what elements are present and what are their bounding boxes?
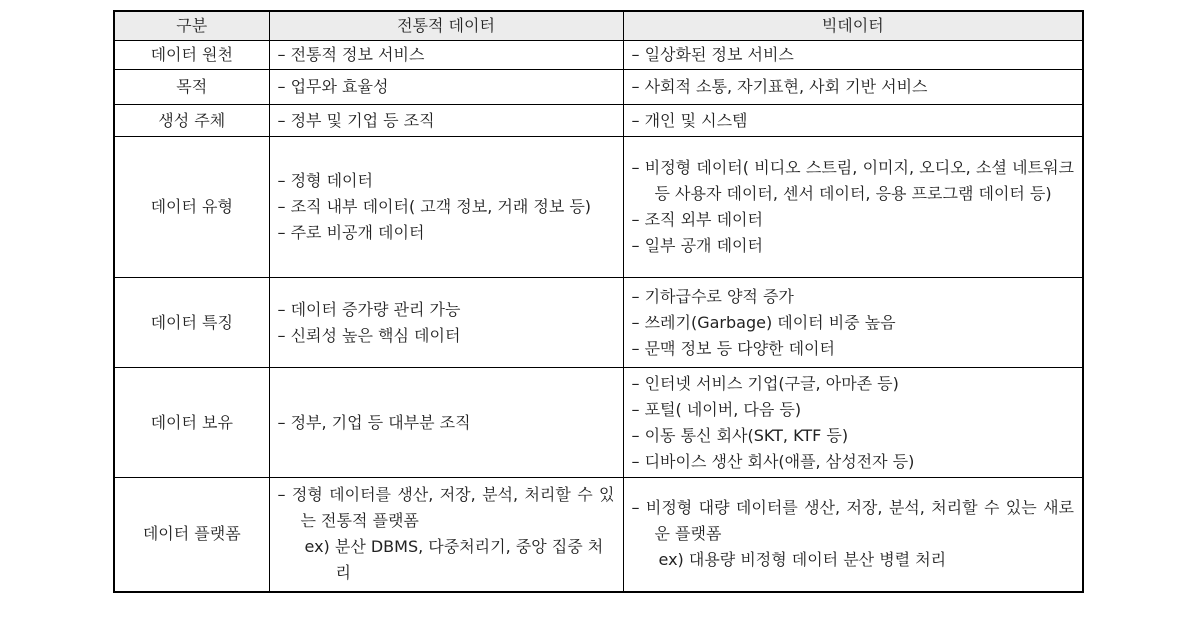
traditional-cell (269, 137, 623, 278)
bullet-item: – 일부 공개 데이터 (631, 236, 763, 255)
bullet-item: – 신뢰성 높은 핵심 데이터 (277, 325, 461, 345)
bullet-item: – 일상화된 정보 서비스 (631, 45, 794, 64)
bullet-item: – 조직 내부 데이터( 고객 정보, 거래 정보 등) (277, 197, 592, 216)
bullet-item: – 포털( 네이버, 다음 등) (631, 399, 802, 419)
bullet-item: – 문맥 정보 등 다양한 데이터 (631, 338, 835, 358)
traditional-cell (269, 70, 623, 105)
bullet-item: – 쓰레기(Garbage) 데이터 비중 높음 (631, 312, 896, 332)
table-row (114, 105, 1083, 137)
bullet-item: – 업무와 효율성 (277, 77, 389, 96)
example-item: ex) 대용량 비정형 데이터 분산 병렬 처리 (658, 550, 947, 570)
table-row (114, 41, 1083, 70)
bigdata-cell (623, 105, 1083, 137)
traditional-cell (269, 278, 623, 368)
row-category: 데이터 유형 (114, 137, 269, 278)
bigdata-cell (623, 368, 1083, 478)
bigdata-cell (623, 278, 1083, 368)
bigdata-cell (623, 41, 1083, 70)
traditional-cell (269, 478, 623, 592)
table-row (114, 478, 1083, 592)
bigdata-cell (623, 478, 1083, 592)
example-item: ex) 분산 DBMS, 다중처리기, 중앙 집중 처리 (304, 537, 604, 583)
bullet-item: – 정형 데이터 (277, 171, 373, 190)
bullet-item: – 조직 외부 데이터 (631, 210, 763, 229)
row-category: 목적 (114, 70, 269, 105)
header-row (114, 11, 1083, 41)
bullet-item: – 개인 및 시스템 (631, 110, 748, 130)
traditional-cell (269, 105, 623, 137)
bullet-item: – 인터넷 서비스 기업(구글, 아마존 등) (631, 373, 899, 393)
table-row (114, 368, 1083, 478)
bullet-item: – 이동 통신 회사(SKT, KTF 등) (631, 425, 849, 445)
bullet-item: – 디바이스 생산 회사(애플, 삼성전자 등) (631, 451, 915, 471)
bullet-item: – 기하급수로 양적 증가 (631, 286, 794, 306)
row-category: 생성 주체 (114, 105, 269, 137)
header-bigdata: 빅데이터 (623, 11, 1083, 41)
bullet-item: – 비정형 데이터( 비디오 스트림, 이미지, 오디오, 소셜 네트워크 등 사용자 데이터, 센서 데이터, 응용 프로그램 데이터 등) (631, 158, 1074, 203)
row-category: 데이터 보유 (114, 368, 269, 478)
bullet-item: – 정부 및 기업 등 조직 (277, 110, 435, 130)
bullet-item: – 데이터 증가량 관리 가능 (277, 299, 461, 319)
traditional-cell (269, 368, 623, 478)
table-row (114, 137, 1083, 278)
bullet-item: – 전통적 정보 서비스 (277, 45, 425, 64)
bullet-item: – 비정형 대량 데이터를 생산, 저장, 분석, 처리할 수 있는 새로운 플랫폼 (631, 498, 1074, 544)
bullet-item: – 정형 데이터를 생산, 저장, 분석, 처리할 수 있는 전통적 플랫폼 (277, 485, 615, 531)
row-category: 데이터 플랫폼 (114, 478, 269, 592)
comparison-table (113, 10, 1084, 593)
table-row (114, 70, 1083, 105)
bullet-item: – 사회적 소통, 자기표현, 사회 기반 서비스 (631, 77, 928, 96)
bigdata-cell (623, 70, 1083, 105)
row-category: 데이터 특징 (114, 278, 269, 368)
header-traditional: 전통적 데이터 (269, 11, 623, 41)
bigdata-cell (623, 137, 1083, 278)
traditional-cell (269, 41, 623, 70)
row-category: 데이터 원천 (114, 41, 269, 70)
bullet-item: – 주로 비공개 데이터 (277, 223, 425, 242)
table-row (114, 278, 1083, 368)
bullet-item: – 정부, 기업 등 대부분 조직 (277, 412, 471, 432)
header-category: 구분 (114, 11, 269, 41)
